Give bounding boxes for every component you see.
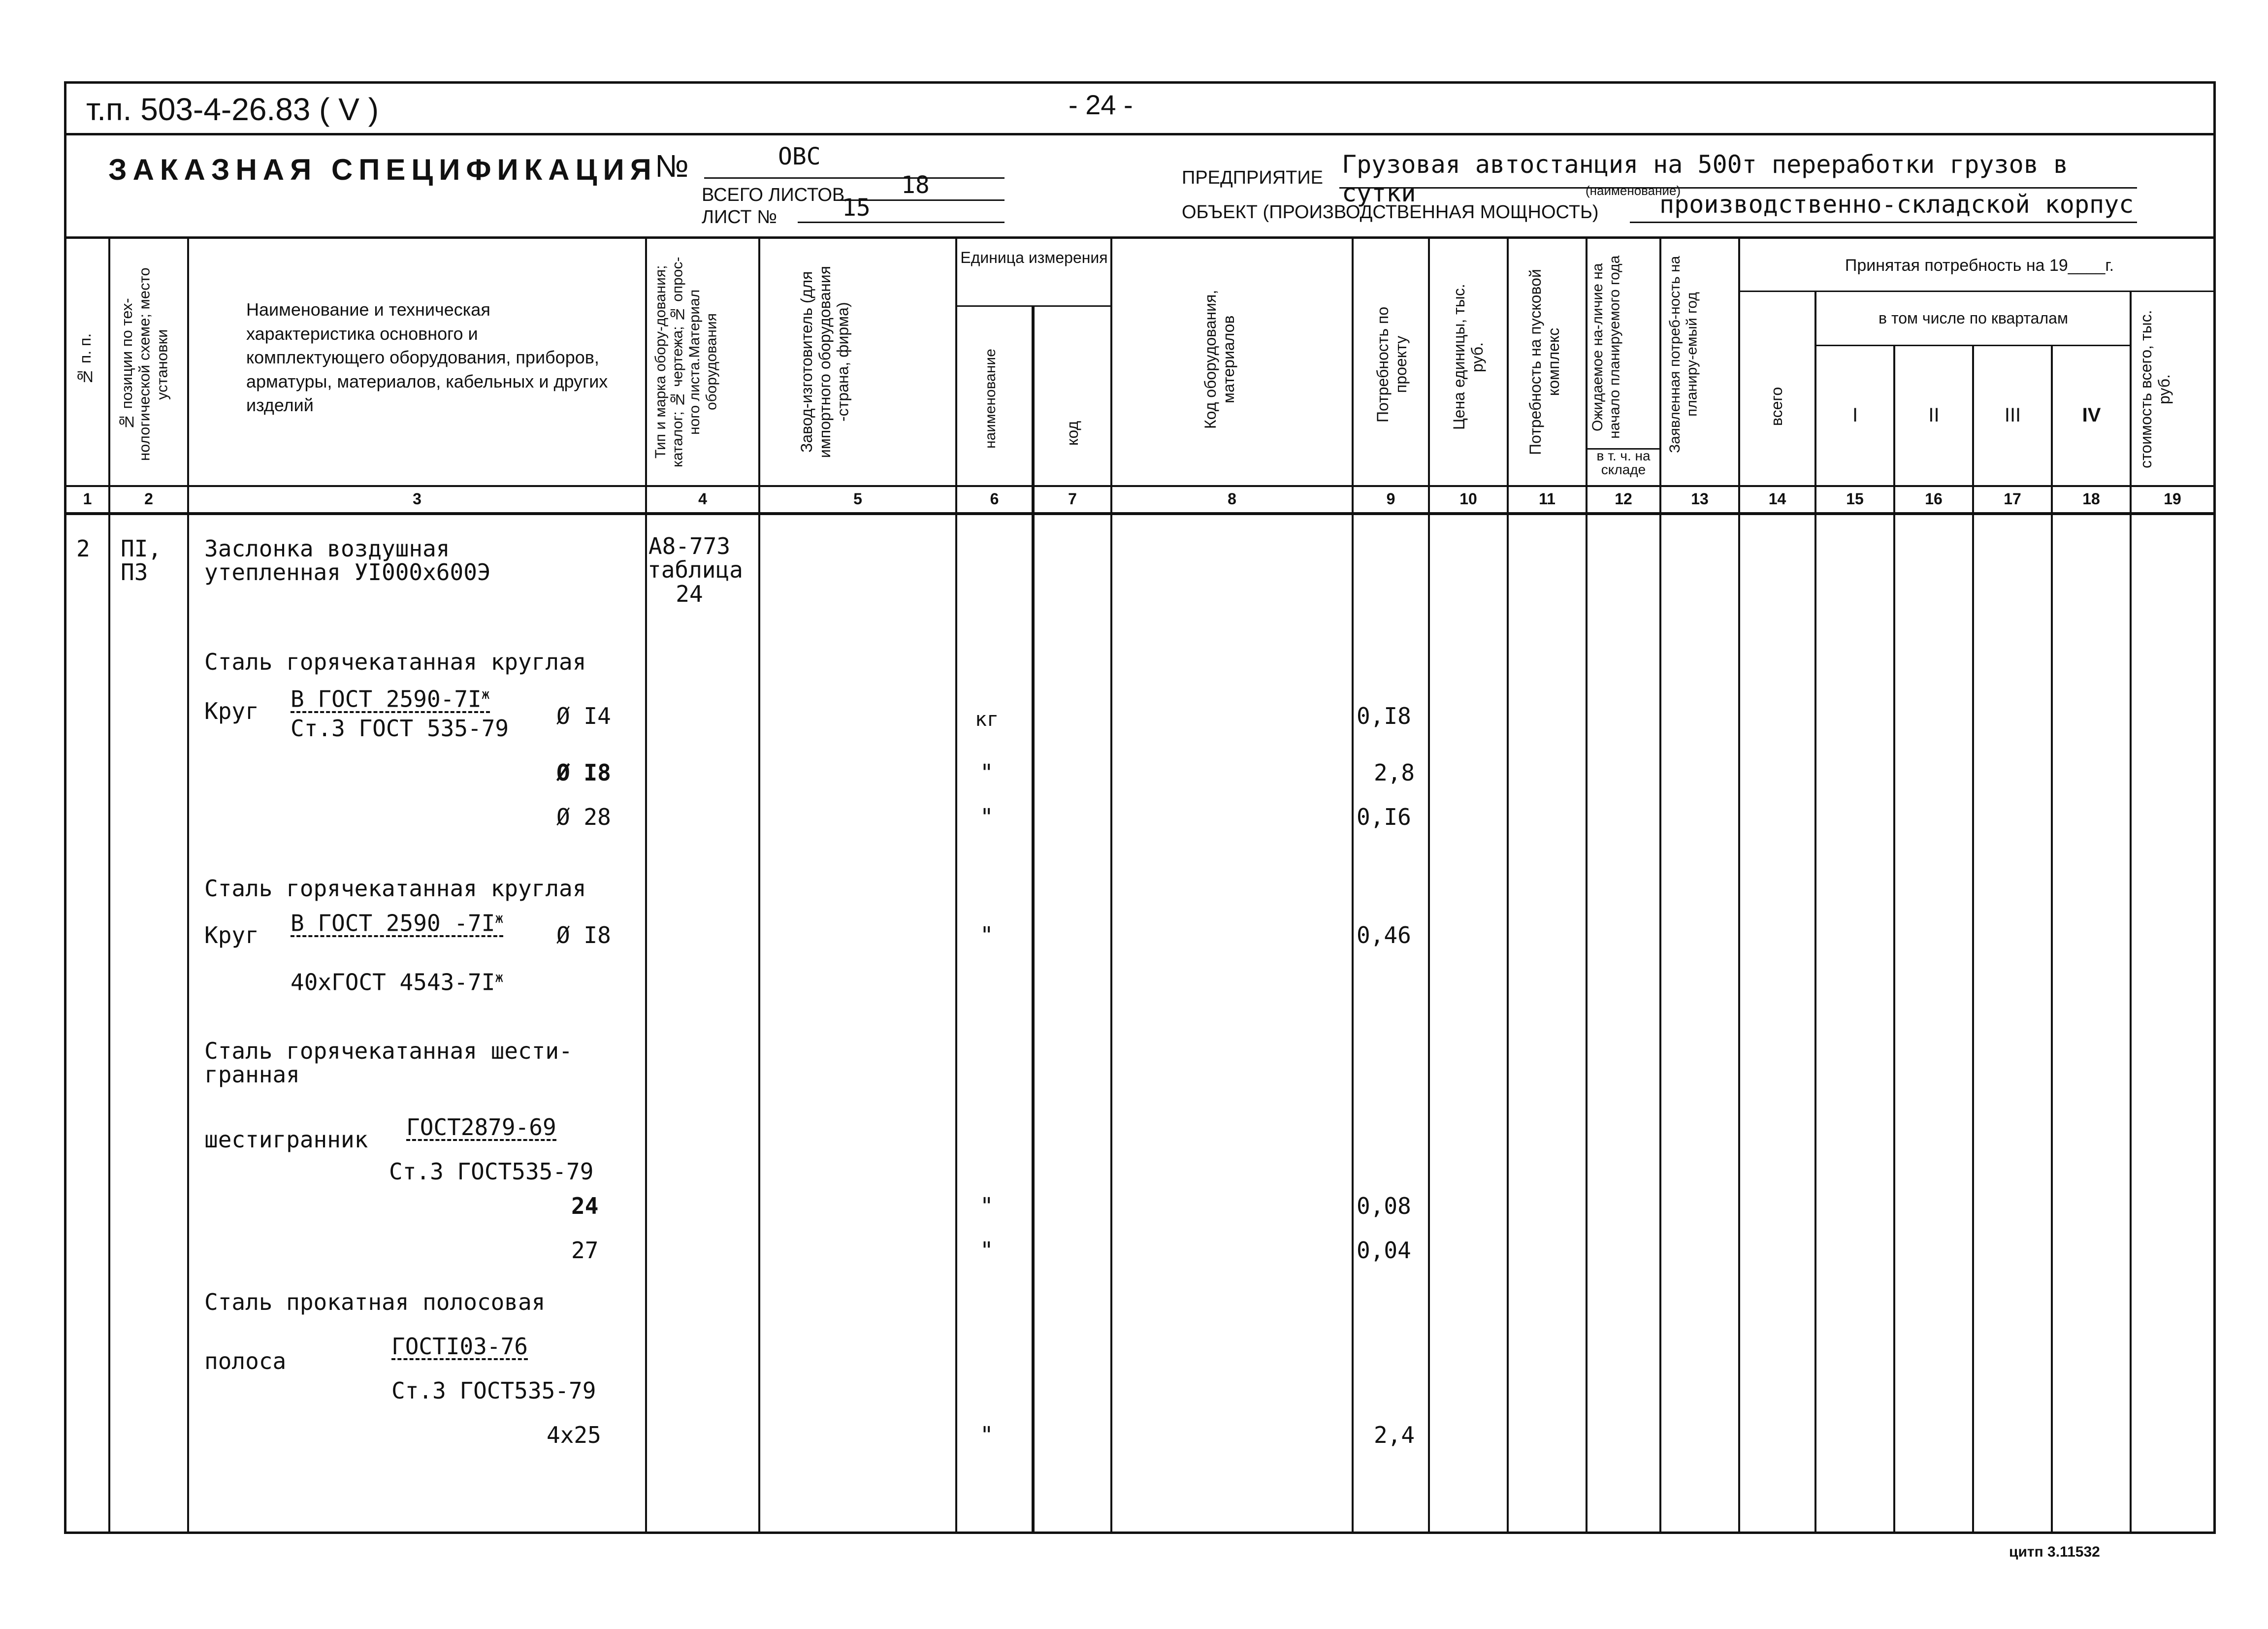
colnum-15: 15 [1846,490,1864,508]
header-c4: Тип и марка обору-дования; каталог; № чертежа; № опрос-ного листа.Материал оборудования [652,257,720,467]
header-c2: № позиции по тех-нологической схеме; место установки [118,267,171,461]
header-q3: III [2004,404,2021,426]
object-value: производственно-складской корпус [1659,190,2134,219]
section-4-standard-top: ГОСТI03-76 [391,1333,528,1360]
section-4-prefix: полоса [204,1348,287,1374]
colnum-10: 10 [1459,490,1477,508]
header-c5: Завод-изготовитель (для импортного оборудования -страна, фирма) [798,266,852,458]
object-label: ОБЪЕКТ (ПРОИЗВОДСТВЕННАЯ МОЩНОСТЬ) [1182,202,1599,223]
colnum-14: 14 [1768,490,1786,508]
object-line [1630,192,2137,223]
colnum-12: 12 [1615,490,1632,508]
header-quarters: в том числе по кварталам [1879,309,2068,327]
row-item-type: А8-773 таблица 24 [648,533,743,607]
document-code: т.п. 503-4-26.83 ( V ) [86,92,379,127]
section-1-standard-top-text: В ГОСТ 2590-7I [291,685,482,713]
section-2-standard-bottom-text: 40хГОСТ 4543-7I [291,969,495,996]
col-line-9 [1428,236,1430,1531]
naming-note: (наименование) [1586,183,1681,198]
section-2-prefix: Круг [204,922,259,948]
section-3-unit-1: " [980,1193,994,1219]
col-line-1 [108,236,110,1531]
section-1-unit-2: " [980,759,994,786]
section-3-unit-2: " [980,1237,994,1264]
colnum-7: 7 [1068,490,1077,508]
section-3-qty-1: 0,08 [1357,1193,1411,1219]
col-line-3 [645,236,647,1531]
col-line-17 [2051,345,2053,1531]
colnum-5: 5 [853,490,862,508]
frame-title-divider [64,133,2216,135]
section-1-diameter-3: Ø 28 [556,804,611,830]
section-1-standard-bottom: Ст.3 ГОСТ 535-79 [291,715,509,742]
section-1-title: Сталь горячекатанная круглая [204,649,586,675]
colnum-2: 2 [144,490,153,508]
section-2-standard-bottom-mark: ж [495,969,504,985]
frame-top [64,81,2216,84]
header-c13: Заявленная потреб-ность на планиру-емый год [1667,256,1700,454]
section-3-size-1: 24 [571,1193,599,1219]
header-c19: стоимость всего, тыс. руб. [2137,310,2173,468]
header-c9: Потребность по проекту [1374,306,1410,423]
section-1-standard-mark: ж [481,686,490,702]
frame-left [64,81,66,1534]
colnum-6: 6 [990,490,999,508]
col-line-7 [1110,236,1112,1531]
enterprise-label: ПРЕДПРИЯТИЕ [1182,167,1324,188]
col-line-12 [1659,236,1661,1531]
header-c11: Потребность на пусковой комплекс [1526,269,1562,455]
section-4-qty-1: 2,4 [1374,1422,1415,1448]
header-c14: всего [1768,387,1785,426]
section-2-standard-mark: ж [495,910,504,926]
section-1-unit-3: " [980,804,994,830]
frame-bottom [64,1531,2216,1534]
section-4-unit-1: " [980,1422,994,1448]
colnum-16: 16 [1925,490,1943,508]
row-position: ПI, ПЗ [121,535,162,586]
enterprise-value: Грузовая автостанция на 500т переработки грузов в сутки [1342,150,2069,207]
frame-right [2213,81,2216,1534]
sheets-total-label: ВСЕГО ЛИСТОВ [702,185,845,205]
document-title: ЗАКАЗНАЯ СПЕЦИФИКАЦИЯ [108,153,657,186]
header-q4: IV [2082,404,2101,426]
section-1-qty-3: 0,I6 [1357,804,1411,830]
section-3-standard-bottom: Ст.3 ГОСТ535-79 [389,1158,594,1185]
sheet-label: ЛИСТ № [702,207,777,228]
section-2-standard-top [291,911,503,937]
number-sign: № [655,148,689,184]
col-line-18 [2130,291,2132,1531]
section-4-title: Сталь прокатная полосовая [204,1289,546,1315]
section-3-prefix: шестигранник [204,1126,368,1153]
section-1-qty-2: 2,8 [1374,759,1415,786]
section-1-prefix: Круг [204,698,259,724]
header-q1: I [1852,404,1858,426]
header-c7: код [1064,421,1081,446]
table-top [64,236,2216,239]
section-2-qty-1: 0,46 [1357,922,1411,948]
section-2-standard-bottom [291,970,503,994]
header-c6: наименование [982,349,999,449]
sheet-value: 15 [842,194,871,222]
sheets-total-value: 18 [901,171,930,199]
header-c8: Код оборудования, материалов [1201,290,1237,429]
section-4-standard-bottom: Ст.3 ГОСТ535-79 [391,1377,596,1404]
section-3-qty-2: 0,04 [1357,1237,1411,1264]
colnum-9: 9 [1386,490,1395,508]
colnum-11: 11 [1539,490,1555,508]
header-c12: Ожидаемое на-личие на начало планируемого года [1589,255,1623,439]
col-line-6 [1032,305,1035,1531]
colnum-13: 13 [1691,490,1709,508]
section-1-standard-top [291,687,490,713]
col-line-11 [1586,236,1588,1531]
section-3-standard-top: ГОСТ2879-69 [406,1114,556,1140]
col-line-2 [187,236,189,1531]
col-line-15 [1893,345,1895,1531]
section-1-diameter-2: Ø I8 [556,759,611,786]
colnum-8: 8 [1228,490,1236,508]
header-c10: Цена единицы, тыс. руб. [1450,284,1486,430]
col-line-5 [955,236,957,1531]
header-accepted: Принятая потребность на 19____г. [1845,256,2114,275]
row-number: 2 [76,535,90,562]
col-line-10 [1507,236,1509,1531]
section-3-title: Сталь горячекатанная шести- гранная [204,1038,573,1088]
footer-stamp: цитп 3.11532 [2009,1544,2100,1560]
accepted-divider [1738,291,2216,292]
colnum-1: 1 [83,490,92,508]
colnum-19: 19 [2164,490,2181,508]
section-2-unit-1: " [980,922,994,948]
section-2-title: Сталь горячекатанная круглая [204,875,586,902]
header-unit-group: Единица измерения [960,249,1108,266]
header-c3: Наименование и техническая характеристика основного и комплектующего оборудования, приборов, арматуры, материалов, кабельных и других изделий [246,299,608,416]
section-4-size-1: 4х25 [547,1422,601,1448]
section-1-unit-1: кг [975,708,999,731]
section-2-diameter-1: Ø I8 [556,922,611,948]
col-line-16 [1972,345,1974,1531]
header-q2: II [1928,404,1940,426]
colnum-4: 4 [698,490,707,508]
row-item-name: Заслонка воздушная утепленная УI000х600Э [204,535,491,586]
page-number: - 24 - [1069,89,1133,120]
header-c12b: в т. ч. на складе [1596,448,1651,477]
sheet-line [798,194,1004,223]
header-c1: № п. п. [76,333,94,386]
colnum-17: 17 [2004,490,2021,508]
section-3-size-2: 27 [571,1237,599,1264]
col-line-8 [1352,236,1354,1531]
colnum-18: 18 [2082,490,2100,508]
section-2-standard-top-text: В ГОСТ 2590 -7I [291,910,495,937]
col-line-4 [758,236,760,1531]
section-1-qty-1: 0,I8 [1357,703,1411,729]
colnum-3: 3 [413,490,421,508]
section-1-diameter-1: Ø I4 [556,703,611,729]
col-line-13 [1738,236,1740,1531]
spec-number-value: ОВС [778,143,821,170]
col-line-14 [1814,291,1816,1531]
